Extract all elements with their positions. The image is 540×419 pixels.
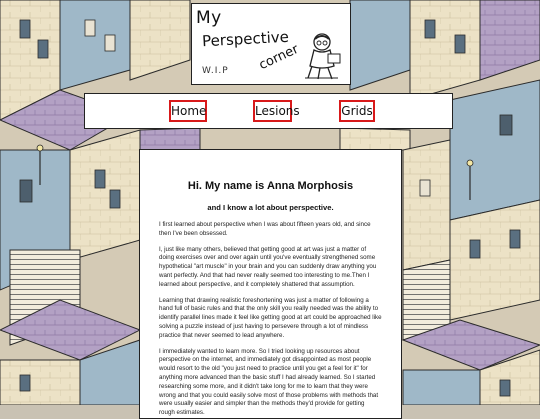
nav-link-home[interactable]: Home [169,100,207,122]
body-paragraph: I, just like many others, believed that getting good at art was just a matter of doing exercises over and over again until you've eventually strengthened some hypothetical "art muscle" in your brain and you can suddenly draw anything you want perfectly. And that had never really seemed too interesting to me.Then I learned about perspective, and it completely shattered that assumption. [159,245,377,288]
nav-link-grids[interactable]: Grids [339,100,375,122]
navigation-bar [84,93,453,129]
site-logo[interactable] [191,3,351,85]
nav-link-lesions[interactable]: Lesions [253,100,292,122]
mascot-doodle-icon [302,32,346,82]
logo-text-perspective: Perspective [201,27,290,51]
page-subtitle: and I know a lot about perspective. [207,203,334,212]
main-content-panel [139,149,402,419]
logo-text-corner: corner [256,41,302,74]
intro-paragraph: I first learned about perspective when I was about fifteen years old, and since then I've been obsessed. [159,221,371,237]
logo-text-my: My [196,8,222,28]
body-paragraph: I immediately wanted to learn more. So I tried looking up resources about perspective on the internet, and immediately got disappointed as most people would resort to the old "you just need to practice until you get a feel for it" for anything more advanced than the basic stuff I had already learned. So I started researching some more, and it didn't take long for me to learn that they were wrong and that you could easily solve most of those problems with methods that were usually easier and simpler than the methods they'd provide for getting rough estimates. [159,347,379,417]
logo-wip-badge: W.I.P [202,66,229,76]
page-title: Hi. My name is Anna Morphosis [187,180,354,192]
body-paragraph: Learning that drawing realistic foreshortening was just a matter of following a hand full of basic rules and that the only skill you really needed was the ability to identify parallel lines made it feel like getting good at art could be approached like solving a puzzle instead of just having to persevere through a lot of mindless practice that never seemed to lead anywhere. [159,296,382,339]
